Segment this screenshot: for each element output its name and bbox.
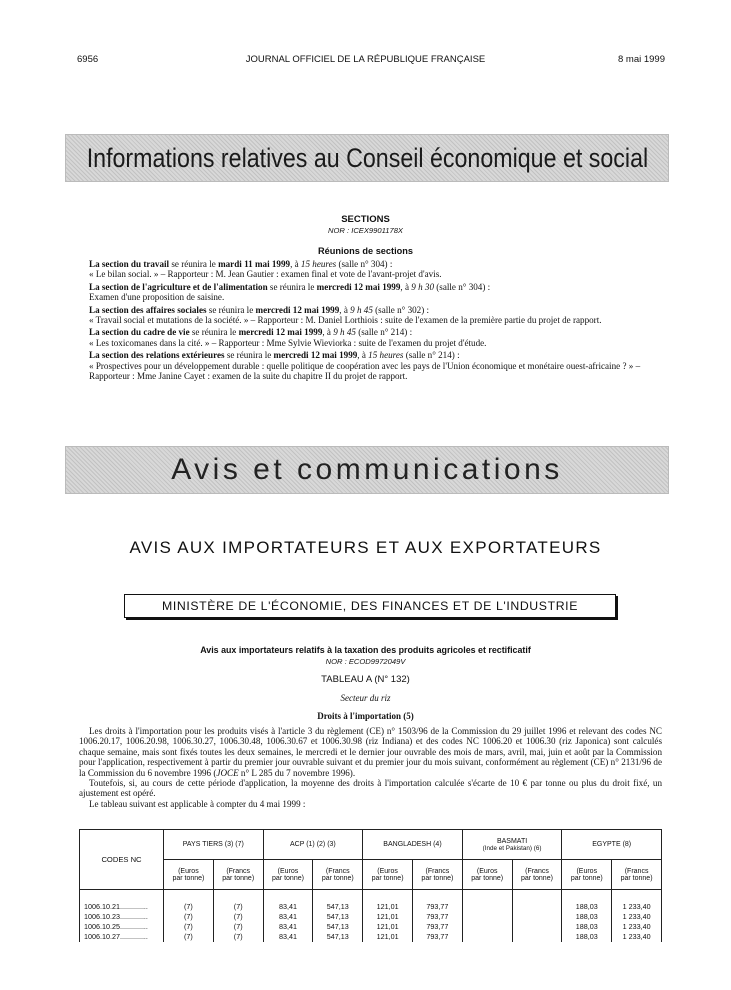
banner-conseil bbox=[65, 134, 669, 182]
table-cell: 1 233,40 bbox=[612, 932, 662, 942]
table-cell: 83,41 bbox=[263, 932, 313, 942]
table-cell: (7) bbox=[213, 932, 263, 942]
table-unit-header: (Francs par tonne) bbox=[612, 860, 662, 890]
table-unit-header: (Euros par tonne) bbox=[462, 860, 512, 890]
section-meeting-heading: La section de l'agriculture et de l'alimentation se réunira le mercredi 12 mai 1999, à 9 h 30 (salle n° 304) : bbox=[89, 281, 491, 292]
heading-importateurs: AVIS AUX IMPORTATEURS ET AUX EXPORTATEURS bbox=[129, 538, 602, 557]
section-meeting-detail: « Le bilan social. » – Rapporteur : M. Jean Gautier : examen final et vote de l'avant-projet d'avis. bbox=[89, 269, 442, 280]
table-code-cell: 1006.10.21.............. bbox=[80, 902, 164, 912]
table-row bbox=[80, 902, 662, 912]
section-meeting bbox=[89, 327, 667, 348]
ministry-box bbox=[124, 594, 616, 618]
table-cell: (7) bbox=[213, 922, 263, 932]
table-cell: 1 233,40 bbox=[612, 902, 662, 912]
table-code-cell: 1006.10.23.............. bbox=[80, 912, 164, 922]
section-meeting-detail: « Les toxicomanes dans la cité. » – Rapporteur : Mme Sylvie Wieviorka : suite de l'examen du projet d'étude. bbox=[89, 337, 487, 348]
table-unit-header: (Francs par tonne) bbox=[512, 860, 562, 890]
section-meeting bbox=[89, 282, 667, 303]
table-cell: (7) bbox=[164, 922, 214, 932]
table-cell: 793,77 bbox=[412, 932, 462, 942]
table-cell: 547,13 bbox=[313, 922, 363, 932]
section-meeting-detail: « Prospectives pour un développement durable : quelle politique de coopération avec les pays de l'Union économique et monétaire ouest-africaine ? » – Rapporteur : Mme Janine Cayet : examen de la suite du chapitre II du projet de rapport. bbox=[89, 360, 641, 382]
sections-title: SECTIONS bbox=[341, 214, 390, 225]
table-cell bbox=[512, 902, 562, 912]
table-cell: 188,03 bbox=[562, 922, 612, 932]
section-meeting-detail: « Travail social et mutations de la société. » – Rapporteur : M. Daniel Lorthiois : suite de l'examen de la première partie du projet de rapport. bbox=[89, 315, 602, 326]
avis-nor: NOR : ECOD9972049V bbox=[325, 657, 406, 666]
table-cell bbox=[512, 912, 562, 922]
table-cell: 793,77 bbox=[412, 912, 462, 922]
table-row bbox=[80, 932, 662, 942]
section-meetings-list bbox=[89, 259, 667, 381]
droits-label: Droits à l'importation (5) bbox=[317, 711, 414, 721]
table-cell: 1 233,40 bbox=[612, 922, 662, 932]
page-date: 8 mai 1999 bbox=[617, 54, 665, 65]
table-cell: 1 233,40 bbox=[612, 912, 662, 922]
table-cell bbox=[462, 932, 512, 942]
table-group-header: PAYS TIERS (3) (7) bbox=[164, 830, 264, 860]
tableau-title: TABLEAU A (N° 132) bbox=[321, 674, 410, 685]
table-cell: 547,13 bbox=[313, 902, 363, 912]
section-meeting bbox=[89, 259, 667, 280]
section-meeting-heading: La section des affaires sociales se réunira le mercredi 12 mai 1999, à 9 h 45 (salle n° 302) : bbox=[89, 304, 430, 315]
table-cell: 188,03 bbox=[562, 902, 612, 912]
table-cell: 83,41 bbox=[263, 922, 313, 932]
table-cell: 121,01 bbox=[363, 922, 413, 932]
avis-paragraph-2: Toutefois, si, au cours de cette période d'application, la moyenne des droits à l'importation calculée s'écarte de 10 € par tonne ou plus du droit fixé, un ajustement est opéré. bbox=[79, 778, 662, 799]
section-meeting-heading: La section du cadre de vie se réunira le mercredi 12 mai 1999, à 9 h 45 (salle n° 214) : bbox=[89, 327, 413, 338]
table-cell bbox=[462, 922, 512, 932]
avis-paragraph-1: Les droits à l'importation pour les produits visés à l'article 3 du règlement (CE) n° 1503/96 de la Commission du 29 juillet 1996 et relevant des codes NC 1006.20.17, 1006.20.98, 1006.30.27, 1006.30.48, 1006.30.67 et 1006.30.98 (riz Indiana) et des codes NC 1006.20 et 1006.30 (riz Japonica) sont calculés chaque semaine, mais sont fixés toutes les deux semaines, le mercredi et le dernier jour ouvrable des mois de mars, avril, mai, juin et août par la Commission pour l'application, respectivement à partir du premier jour ouvrable suivant et du premier jour du mois suivant, conformément au règlement (CE) n° 2131/96 de la Commission du 6 novembre 1996 (JOCE n° L 285 du 7 novembre 1996). bbox=[79, 726, 662, 778]
section-meeting-detail: Examen d'une proposition de saisine. bbox=[89, 292, 225, 303]
secteur-label: Secteur du riz bbox=[340, 693, 391, 703]
table-cell: 121,01 bbox=[363, 902, 413, 912]
banner-conseil-title: Informations relatives au Conseil économique et social bbox=[86, 142, 648, 173]
table-group-header: EGYPTE (8) bbox=[562, 830, 662, 860]
table-code-cell: 1006.10.27.............. bbox=[80, 932, 164, 942]
avis-paragraph-3: Le tableau suivant est applicable à compter du 4 mai 1999 : bbox=[89, 798, 306, 809]
table-cell: 793,77 bbox=[412, 922, 462, 932]
section-meeting-heading: La section des relations extérieures se réunira le mercredi 12 mai 1999, à 15 heures (salle n° 214) : bbox=[89, 350, 460, 361]
table-unit-header: (Francs par tonne) bbox=[412, 860, 462, 890]
avis-title: Avis aux importateurs relatifs à la taxation des produits agricoles et rectificatif bbox=[200, 645, 531, 655]
table-cell bbox=[512, 922, 562, 932]
section-meeting bbox=[89, 305, 667, 326]
table-cell: 188,03 bbox=[562, 932, 612, 942]
ministry-name: MINISTÈRE DE L'ÉCONOMIE, DES FINANCES ET DE L'INDUSTRIE bbox=[162, 599, 578, 613]
table-cell: (7) bbox=[164, 912, 214, 922]
table-cell bbox=[462, 902, 512, 912]
table-unit-header: (Francs par tonne) bbox=[313, 860, 363, 890]
table-cell: 547,13 bbox=[313, 932, 363, 942]
table-cell: 121,01 bbox=[363, 912, 413, 922]
section-meeting bbox=[89, 350, 667, 381]
table-unit-header: (Francs par tonne) bbox=[213, 860, 263, 890]
sections-subtitle: Réunions de sections bbox=[318, 246, 413, 256]
table-group-header: BASMATI (Inde et Pakistan) (6) bbox=[462, 830, 562, 860]
table-unit-header: (Euros par tonne) bbox=[562, 860, 612, 890]
table-cell: 547,13 bbox=[313, 912, 363, 922]
table-cell: 83,41 bbox=[263, 902, 313, 912]
import-duties-table bbox=[79, 829, 662, 942]
banner-avis-title: Avis et communications bbox=[171, 453, 563, 486]
table-cell: 83,41 bbox=[263, 912, 313, 922]
avis-body bbox=[79, 726, 662, 809]
table-unit-header: (Euros par tonne) bbox=[263, 860, 313, 890]
table-unit-header: (Euros par tonne) bbox=[164, 860, 214, 890]
table-row bbox=[80, 912, 662, 922]
page-number: 6956 bbox=[77, 54, 99, 65]
section-meeting-heading: La section du travail se réunira le mardi 11 mai 1999, à 15 heures (salle n° 304) : bbox=[89, 259, 393, 269]
table-cell bbox=[462, 912, 512, 922]
codes-header: CODES NC bbox=[80, 830, 164, 890]
table-cell: 121,01 bbox=[363, 932, 413, 942]
journal-title: JOURNAL OFFICIEL DE LA RÉPUBLIQUE FRANÇAISE bbox=[245, 54, 486, 65]
table-cell: 793,77 bbox=[412, 902, 462, 912]
sections-nor: NOR : ICEX9901178X bbox=[328, 226, 403, 235]
banner-avis bbox=[65, 446, 669, 494]
table-cell: (7) bbox=[213, 902, 263, 912]
table-cell: (7) bbox=[213, 912, 263, 922]
table-cell: (7) bbox=[164, 932, 214, 942]
table-group-header: ACP (1) (2) (3) bbox=[263, 830, 363, 860]
table-row bbox=[80, 922, 662, 932]
table-unit-header: (Euros par tonne) bbox=[363, 860, 413, 890]
table-cell bbox=[512, 932, 562, 942]
table-group-header: BANGLADESH (4) bbox=[363, 830, 463, 860]
table-cell: (7) bbox=[164, 902, 214, 912]
sections-body bbox=[89, 259, 667, 383]
table-cell: 188,03 bbox=[562, 912, 612, 922]
table-code-cell: 1006.10.25.............. bbox=[80, 922, 164, 932]
